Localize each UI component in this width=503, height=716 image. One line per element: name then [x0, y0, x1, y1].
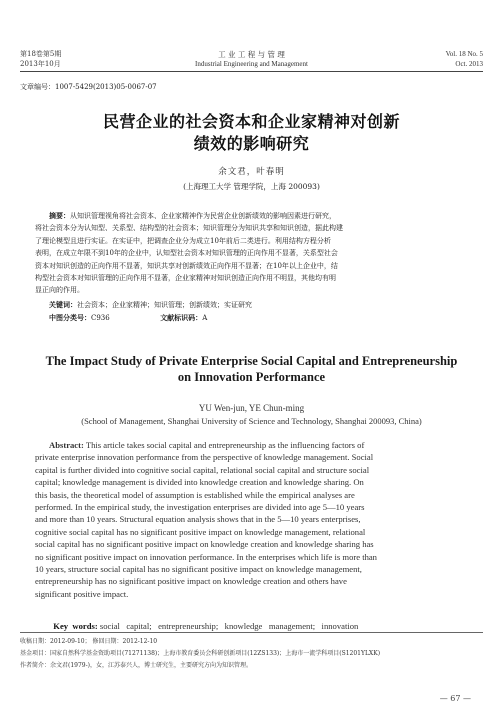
title-en-line-1: The Impact Study of Private Enterprise Social Capital and Entrepreneurship: [45, 354, 458, 368]
abstract-en-label: Abstract:: [49, 440, 84, 450]
keywords-cn: 关键词：社会资本；企业家精神；知识管理；创新绩效；实证研究: [49, 300, 252, 309]
keywords-en: Key words: social capital; entrepreneurship; knowledge management; innovation: [53, 621, 359, 632]
abstract-en-line: and more than 10 years. Structural equation analysis shows that in the 5—10 years enterprises,: [35, 514, 361, 525]
abstract-en-line: this basis, the theoretical model of assumption is established while the empirical analyses are: [35, 489, 355, 500]
clc-line: [49, 312, 469, 324]
abstract-cn-line: 表明，在成立年限不到10年的企业中，认知型社会资本对知识管理的正向作用不显著，关系型社会: [35, 249, 338, 258]
doc-code-value: A: [202, 314, 208, 322]
abstract-cn-line: 了理论模型且进行实证。在实证中，把调查企业分为成立10年前后二类进行。利用结构方程分析: [35, 236, 331, 245]
issue-cn: 第18卷第5期: [20, 50, 62, 58]
affiliation-en: (School of Management, Shanghai University of Science and Technology, Shanghai 200093, China): [81, 416, 422, 426]
abstract-en-line: significant positive impact.: [35, 588, 129, 599]
title-cn-line-2: 绩效的影响研究: [193, 134, 310, 153]
title-cn-line-1: 民营企业的社会资本和企业家精神对创新: [102, 112, 400, 131]
date-cn: 2013年10月: [20, 60, 61, 68]
abstract-en-line: Abstract: This article takes social capital and entrepreneurship as the influencing factors of: [49, 440, 365, 450]
clc-value: C936: [91, 314, 110, 322]
abstract-en-line: performed. In the empirical study, the investigation enterprises are divided into age 5—10 years: [35, 502, 365, 513]
abstract-cn-line: 资本对知识创造的正向作用不显著，知识共享对创新绩效正向作用不显著；在10年以上企业中，结: [35, 261, 338, 270]
doc-code-label: 文献标识码：: [160, 313, 203, 322]
abstract-en-line: social capital has no significant positive impact on knowledge creation and knowledge sharing has: [35, 539, 374, 550]
abstract-cn-label: 摘要：: [49, 211, 70, 220]
abstract-en-line: capital is further divided into cognitive social capital, relational social capital and structure social: [35, 464, 370, 475]
authors-cn: 余文君，叶春明: [218, 167, 285, 177]
abstract-en-line: cognitive social capital has no significant positive impact on knowledge management, relational: [35, 526, 366, 537]
date-en: Oct. 2013: [455, 60, 483, 68]
footnote-rule: [20, 632, 483, 633]
abstract-cn: [35, 210, 471, 297]
abstract-en-line: capital; knowledge management is divided into knowledge creation and knowledge sharing. On: [35, 477, 364, 488]
footnote-fund: 基金项目：国家自然科学基金资助项目(71271138)；上海市教育委员会科研创新项目(12ZS133)；上海市一流学科项目(S1201YLXK): [20, 650, 381, 657]
authors-en: YU Wen-jun, YE Chun-ming: [198, 403, 305, 413]
page-number: — 67 —: [439, 694, 471, 703]
abstract-cn-line: 构型社会资本对知识管理的正向作用不显著，企业家精神对知识创造正向作用不明显，其他均有明: [35, 274, 336, 283]
abstract-cn-line: 显正向的作用。: [35, 286, 84, 295]
abstract-en-line: private enterprise innovation performance from the perspective of knowledge management. Social: [35, 452, 374, 463]
header-rule: [20, 71, 483, 72]
keywords-cn-label: 关键词：: [49, 300, 77, 309]
journal-cn: 工 业 工 程 与 管 理: [218, 50, 285, 59]
abstract-cn-line: 摘要：从知识管理视角将社会资本、企业家精神作为民营企业创新绩效的影响因素进行研究，: [49, 211, 336, 220]
article-number: 文章编号：1007-5429(2013)05-0067-07: [20, 83, 157, 91]
vol-en: Vol. 18 No. 5: [445, 50, 483, 58]
abstract-cn-line: 将社会资本分为认知型、关系型、结构型的社会资本；知识管理分为知识共享和知识创造，据此构建: [35, 224, 343, 233]
abstract-en: [35, 439, 471, 600]
footnote-received: 收稿日期：2012-09-10； 修回日期：2012-12-10: [20, 638, 158, 645]
abstract-en-line: 10 years, structure social capital has no significant positive impact on knowledge management,: [35, 564, 362, 575]
footnote-author: 作者简介：余文君(1979-)，女，江苏泰兴人，博士研究生，主要研究方向为知识管理。: [20, 662, 252, 669]
abstract-en-line: entrepreneurship has no significant positive impact on knowledge creation and others have: [35, 576, 347, 587]
affiliation-cn: (上海理工大学 管理学院，上海 200093): [183, 182, 320, 191]
keywords-en-label: Key words:: [53, 621, 98, 632]
abstract-en-line: no significant positive impact on innovation performance. In the enterprises which life is more than: [35, 551, 377, 562]
title-en-line-2: on Innovation Performance: [177, 370, 326, 384]
clc-label: 中图分类号：: [49, 313, 91, 322]
journal-en: Industrial Engineering and Management: [195, 60, 308, 68]
